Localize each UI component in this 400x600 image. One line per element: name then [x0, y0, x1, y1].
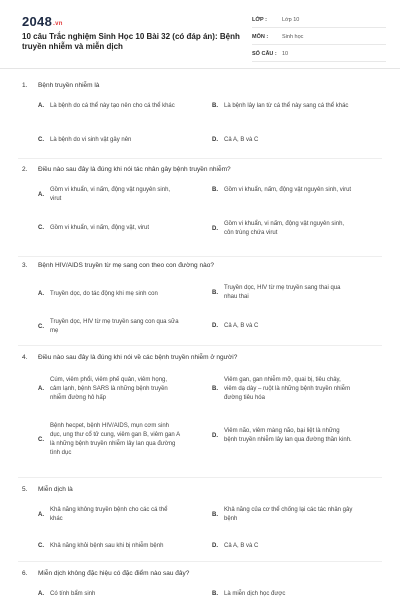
option-b[interactable] [212, 186, 354, 195]
option-text: Gồm vi khuẩn, vi nấm, động vật nguyên sinh, virut [50, 187, 171, 202]
meta-label: MÔN : [252, 34, 269, 40]
option-letter: C. [38, 543, 44, 549]
option-letter: C. [38, 323, 44, 330]
question-number: 2. [22, 166, 28, 173]
option-text: Có tính bẩm sinh [50, 591, 96, 597]
site-logo[interactable] [22, 14, 63, 29]
question-text: Điều nào sau đây là đúng khi nói tác nhân gây bệnh truyền nhiễm? [38, 166, 231, 173]
option-letter: D. [212, 432, 218, 439]
option-text: Truyền dọc, do tác động khi mẹ sinh con [50, 291, 158, 297]
option-text: Cả A, B và C [224, 323, 259, 329]
option-letter: A. [38, 591, 44, 597]
question-stem [22, 486, 73, 493]
option-text: Truyền dọc, HIV từ mẹ truyền sang thai qua nhau thai [224, 285, 341, 300]
option-letter: C. [38, 137, 44, 143]
option-a[interactable] [38, 290, 210, 299]
meta-value: Lớp 10 [282, 17, 300, 23]
option-c[interactable] [38, 318, 180, 336]
option-text: Khả năng khỏi bệnh sau khi bị nhiễm bệnh [50, 543, 164, 549]
option-text: Khả năng của cơ thể chống lại các tác nhân gây bệnh [224, 507, 353, 522]
question-number: 1. [22, 82, 28, 89]
option-text: Gồm vi khuẩn, vi nấm, động vật, virut [50, 225, 150, 231]
option-letter: B. [212, 103, 218, 109]
option-text: Là bệnh lây lan từ cá thể này sang cá thể khác [224, 103, 349, 109]
question-divider [18, 477, 382, 478]
option-letter: D. [212, 137, 218, 143]
option-text: Viêm gan, gan nhiễm mỡ, quai bị, tiêu chảy, viêm dạ dày – ruột là những bệnh truyền nhiễm đường tiêu hóa [224, 377, 351, 401]
question-text: Miễn dịch là [38, 486, 73, 493]
question-stem [22, 354, 237, 361]
logo-text: 2048 [22, 14, 53, 29]
option-letter: C. [38, 225, 44, 231]
option-letter: B. [212, 591, 218, 597]
option-d[interactable] [212, 136, 354, 145]
option-d[interactable] [212, 542, 354, 551]
option-text: Cả A, B và C [224, 543, 259, 549]
option-text: Gồm vi khuẩn, nấm, động vật nguyên sinh, virut [224, 187, 352, 193]
question-number: 6. [22, 570, 28, 577]
question-stem [22, 262, 214, 269]
option-letter: C. [38, 436, 44, 443]
question-text: Bệnh HIV/AIDS truyền từ mẹ sang con theo con đường nào? [38, 262, 214, 269]
question-text: Miễn dịch không đặc hiệu có đặc điểm nào sau đây? [38, 570, 190, 577]
question-stem [22, 82, 99, 89]
option-letter: A. [38, 511, 44, 518]
option-text: Truyền dọc, HIV từ mẹ truyền sang con qua sữa mẹ [50, 319, 179, 334]
question-text: Bệnh truyền nhiễm là [38, 82, 100, 89]
option-a[interactable] [38, 102, 180, 111]
question-divider [18, 345, 382, 346]
meta-row-grade [252, 13, 386, 28]
question-stem [22, 166, 231, 173]
option-letter: D. [212, 543, 218, 549]
option-b[interactable] [212, 590, 354, 599]
option-c[interactable] [38, 542, 215, 551]
option-text: Là bệnh do cá thể này tạo nên cho cá thể khác [50, 103, 175, 109]
worksheet-meta [252, 13, 386, 64]
question-divider [18, 561, 382, 562]
option-b[interactable] [212, 284, 354, 302]
meta-label: LỚP : [252, 17, 267, 23]
option-letter: B. [212, 511, 218, 518]
option-a[interactable] [38, 186, 180, 204]
option-letter: A. [38, 103, 44, 109]
option-a[interactable] [38, 590, 180, 599]
option-text: Viêm não, viêm màng não, bại liệt là những bệnh truyền nhiễm lây lan qua đường thần kinh. [224, 428, 352, 443]
meta-label: SỐ CÂU : [252, 51, 277, 57]
question-divider [18, 158, 382, 159]
question-text: Điều nào sau đây là đúng khi nói về các bệnh truyền nhiễm ở người? [38, 354, 238, 361]
question-number: 5. [22, 486, 28, 493]
option-text: Là bệnh do vi sinh vật gây nên [50, 137, 132, 143]
page-header [0, 0, 400, 69]
option-c[interactable] [38, 422, 180, 458]
option-text: Cúm, viêm phổi, viêm phế quản, viêm họng, cảm lạnh, bệnh SARS là những bệnh truyền nhiễm đường hô hấp [50, 377, 168, 401]
option-text: Cả A, B và C [224, 137, 259, 143]
option-d[interactable] [212, 427, 354, 445]
option-b[interactable] [212, 102, 354, 111]
option-letter: A. [38, 191, 44, 198]
option-d[interactable] [212, 322, 354, 331]
question-stem [22, 570, 189, 577]
meta-value: 10 [282, 51, 289, 57]
option-letter: B. [212, 289, 218, 296]
option-c[interactable] [38, 224, 180, 233]
option-letter: D. [212, 323, 218, 329]
option-a[interactable] [38, 376, 180, 403]
option-text: Khả năng không truyền bệnh cho các cá thể khác [50, 507, 168, 522]
option-letter: A. [38, 386, 44, 392]
option-a[interactable] [38, 506, 180, 524]
option-letter: D. [212, 225, 218, 232]
option-b[interactable] [212, 506, 354, 524]
option-letter: B. [212, 187, 218, 193]
option-b[interactable] [212, 376, 354, 403]
question-number: 4. [22, 354, 28, 361]
meta-row-count [252, 47, 386, 62]
logo-tld: .vn [53, 21, 63, 27]
question-number: 3. [22, 262, 28, 269]
option-text: Gồm vi khuẩn, vi nấm, động vật nguyên sinh, côn trùng chứa virut [224, 221, 345, 236]
option-c[interactable] [38, 136, 180, 145]
option-letter: A. [38, 291, 44, 297]
worksheet-title: 10 câu Trắc nghiệm Sinh Học 10 Bài 32 (có đáp án): Bệnh truyền nhiễm và miễn dịch [22, 32, 240, 51]
meta-row-subject [252, 30, 386, 45]
option-text: Là miễn dịch học được [224, 591, 286, 597]
option-letter: B. [212, 386, 218, 392]
question-divider [18, 256, 382, 257]
option-d[interactable] [212, 220, 354, 238]
option-text: Bệnh hecpet, bệnh HIV/AIDS, mụn cơm sinh dục, ung thư cổ tử cung, viêm gan B, viêm gan A là những bệnh truyền nhiễm lây lan qua đường tình dục [50, 423, 180, 456]
meta-value: Sinh học [282, 34, 304, 40]
